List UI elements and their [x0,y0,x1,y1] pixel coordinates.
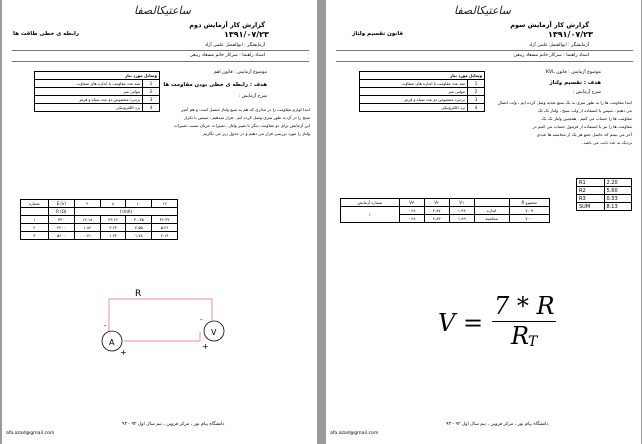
table-header-cell: ۱۲ [152,200,178,208]
formula-equals: = [463,309,484,337]
formula-denominator: R [511,322,530,350]
voltage-table [340,198,550,223]
table-header-cell: V۳ [399,199,424,207]
table-cell: ۴.۵۵ [126,224,152,232]
table-cell: ۱.۸۲ [74,224,100,232]
table-cell: ۴.۸۳ [424,215,449,223]
paragraph-line: این آزمایش برای دو مقاومت دیگر با تغییر ولتاژ ، تغییرات جریان نسبت تغییرات [173,123,310,128]
paragraph-line: سنج را در آن به طور سری وصل کرده ایم ، قرار میدهیم ، سپس با تکرار [183,115,310,120]
table-cell: ۲۳.۶۶ [100,216,126,224]
equipment-item: سه عدد مقاومت با اندازه های متفاوت [35,80,143,88]
description-paragraph [170,106,310,138]
paragraph-line: می دهیم ، سپس با استفاده از ولت سنج ، ولتاژ تک تک [537,108,632,113]
table-header-cell: ۸ [100,200,126,208]
header-rule-2 [336,61,633,62]
table-header-cell: شماره [21,200,49,208]
table-cell: ۳۶.۳۲ [152,216,178,224]
equipment-num: 1 [143,80,160,88]
table-row-label: اندازه [474,207,509,215]
resistor-value: 0.33 [604,195,632,203]
report-date: ۱۳۹۱/۰۷/۲۳ [224,30,269,39]
footer-email: afa.azad@gmail.com [6,431,55,436]
instructor-line: استاد راهنما : سرکار خانم مسعاد ربیعی [513,53,589,58]
equipment-num: 3 [468,96,485,104]
resistor-value: 2.20 [604,179,632,187]
table-header-cell: R (Ω) [48,208,74,216]
course-name: قانون تقسیم ولتاژ [352,31,403,37]
table-cell: ۰.۲۸ [399,215,424,223]
footer-university: دانشگاه پیام نور ، مرکز قزوین ، نیم سال اول ۹۲ - ۹۳ [122,422,225,427]
paragraph-line: ابتدا مقاومت ها را به طور سری به یک منبع تغذیه وصل کرده ایم ، ولت اتصال [497,100,632,105]
table-cell: ۰.۷۱ [74,232,100,240]
equipment-num: 3 [143,96,160,104]
table-cell: ۳۰.۳۵ [126,216,152,224]
description-heading: شرح آزمایش : [572,90,601,95]
table-cell: ۰.۲۸ [399,207,424,215]
paragraph-line: مقاومت ها را نیز با استفاده از فرمول حساب می کنیم در [532,124,632,129]
equipment-table-header: وسایل مورد نیاز [35,72,160,80]
ammeter-minus-sign: - [104,322,107,330]
table-cell: ۴.۸۷ [424,207,449,215]
table-cell: ۳۳۰ [48,216,74,224]
ammeter-plus-sign: + [120,348,127,357]
resistor-name: R2 [577,187,605,195]
equipment-num: 2 [143,88,160,96]
equipment-table [359,71,485,112]
equipment-table [34,71,160,112]
equipment-item: مولتی متر [360,88,468,96]
table-cell: ۲۲۰۰ [48,224,74,232]
header-rule [336,50,633,51]
equipment-num: 4 [143,104,160,112]
table-header-cell: V۱ [449,199,474,207]
table-cell: ۲ [21,224,49,232]
table-cell: ۱ [21,216,49,224]
paragraph-line: نزدیک به عدد ثابت می باشد . [580,140,632,145]
equipment-table-header: وسایل مورد نیاز [360,72,485,80]
equipment-num: 1 [468,80,485,88]
examiner-line: آزمایشگر : ابوالفضل علمی آزاد [528,43,589,48]
equipment-item: برد الکترونیکی [360,104,468,112]
table-header-cell: I (mA) [74,208,177,216]
paragraph-line: ولتاژ را مورد بررسی قرار می دهیم و در جدول زیر می نگاریم . [200,131,310,136]
paragraph-line: آخر می بینیم که حاصل جمع هر یک از محاسبه ها عددی [536,132,632,137]
header-rule-2 [12,61,309,62]
report-page-left [2,0,317,444]
equipment-item: بردبرد مخصوص دو عدد سیاه و قرمز [35,96,143,104]
measurement-table [20,199,178,240]
resistor-value: 8.13 [604,203,632,211]
table-header-cell: E (v) [48,200,74,208]
ammeter-label: A [109,338,115,347]
subject-line: موضوع آزمایش : قانون اهم [213,70,267,75]
table-cell: ۱ [341,207,400,223]
table-cell: ۱.۷۸ [126,232,152,240]
table-header-cell: ۴ [74,200,100,208]
table-cell: ۵.۴۶ [152,224,178,232]
footer-university: دانشگاه پیام نور ، مرکز قزوین ، نیم سال اول ۹۲ - ۹۳ [446,422,549,427]
resistor-table [576,178,632,211]
table-header-cell [474,199,509,207]
equipment-num: 4 [468,104,485,112]
table-cell: ۲.۱۴ [152,232,178,240]
description-heading: شرح آزمایش : [238,94,267,99]
table-cell: ۱.۴۳ [100,232,126,240]
report-title: گزارش کار آزمایش سوم [510,21,589,29]
table-header-cell [21,208,49,216]
footer-email: afa.azad@gmail.com [330,431,379,436]
voltmeter-minus-sign: - [200,316,203,324]
voltmeter-label: V [211,328,217,337]
paragraph-line: مقاومت ها را حساب می کنیم . همچنین ولتاژ تک تک [541,116,632,121]
subject-line: موضوع آزمایش : قانون KVL [545,70,601,75]
description-paragraph [496,99,632,147]
resistor-label: R [135,289,142,299]
instructor-line: استاد راهنما : سرکار خانم مسعاد ربیعی [189,53,265,58]
formula-numerator: 7 * R [494,292,555,320]
resistor-name: SUM [577,203,605,211]
goal-line: هدف : رابطه ی خطی بودن مقاومت ها [163,82,267,88]
table-row-label: محاسبه [474,215,509,223]
table-header-cell: شماره آزمایش [341,199,400,207]
table-header-cell: ۱۰ [126,200,152,208]
equipment-item: سه عدد مقاومت با اندازه های متفاوت [360,80,468,88]
table-cell: ۵۶۰۰ [48,232,74,240]
goal-line: هدف : تقسیم ولتاژ [549,80,601,86]
table-cell: ۱۲.۱۸ [74,216,100,224]
equipment-item: برد الکترونیکی [35,104,143,112]
course-name: رابطه ی خطی طاقت ها [13,31,79,37]
paragraph-line: ابتدا لوازم مقاومت را در مداری که هم به منبع ولتاژ متصل است و هم آمپر [181,107,310,112]
table-cell: ۱.۹۴ [449,207,474,215]
table-cell: ۷.۰۰ [509,215,549,223]
report-date: ۱۳۹۱/۰۷/۲۳ [548,30,593,39]
header-rule [12,50,309,51]
resistor-name: R1 [577,179,605,187]
table-cell: ۷.۰۹ [509,207,549,215]
resistor-value: 5.60 [604,187,632,195]
table-header-cell: مجموع R [509,199,549,207]
equipment-item: مولتی متر [35,88,143,96]
table-header-cell: V۲ [424,199,449,207]
resistor-name: R3 [577,195,605,203]
report-page-right [326,0,641,444]
table-cell: ۱.۸۹ [449,215,474,223]
report-title: گزارش کار آزمایش دوم [189,21,265,29]
circuit-diagram [2,280,317,360]
university-logo: ساعتیکالصفا [134,4,192,17]
formula-denominator-subscript: T [528,334,538,350]
table-cell: ۳ [21,232,49,240]
equipment-item: بردبرد مخصوص دو عدد سیاه و قرمز [360,96,468,104]
examiner-line: آزمایشگر : ابوالفضل علمی آزاد [204,43,265,48]
university-logo: ساعتیکالصفا [454,4,512,17]
voltmeter-plus-sign: + [202,342,209,351]
equipment-num: 2 [468,88,485,96]
formula-lhs: V [438,309,456,337]
table-cell: ۳.۶۴ [100,224,126,232]
